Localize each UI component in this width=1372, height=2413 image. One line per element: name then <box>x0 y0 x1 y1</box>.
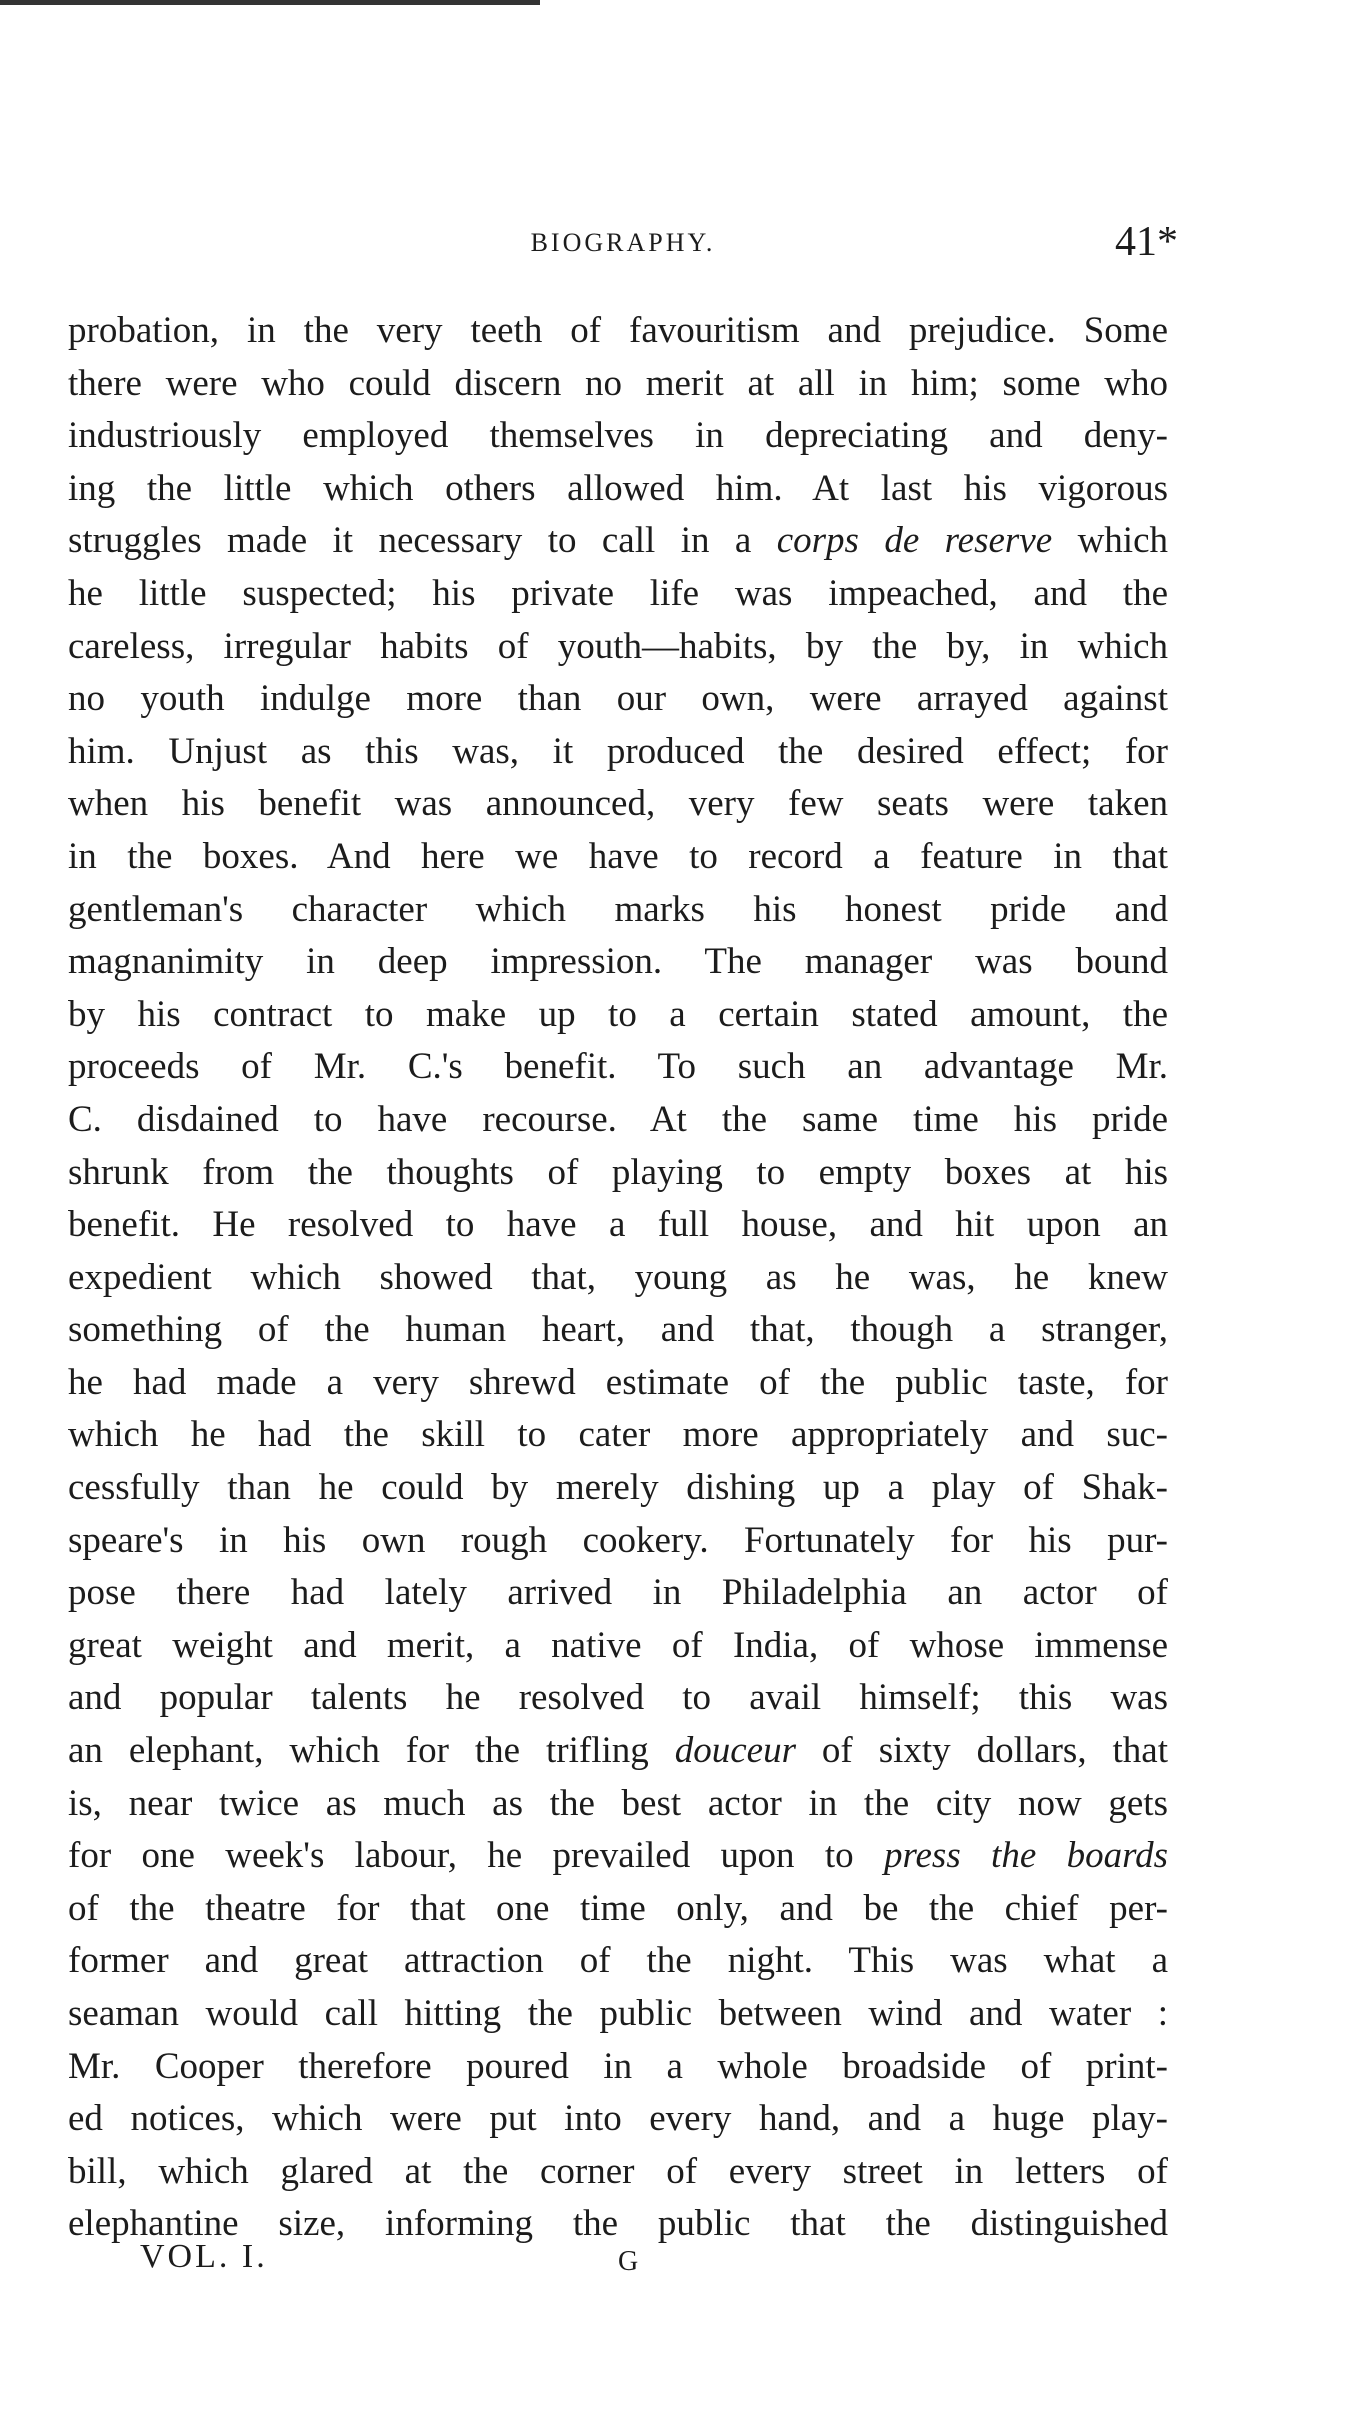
text-line <box>68 1672 1168 1725</box>
text-run: there were who could discern no merit at all in him; some who <box>68 362 1168 404</box>
text-run: former and great attraction of the night. This was what a <box>68 1940 1168 1982</box>
text-run: struggles made it necessary to call in a <box>68 520 777 562</box>
text-run: bill, which glared at the corner of every street in letters of <box>68 2150 1168 2192</box>
text-line <box>68 989 1168 1042</box>
text-run: pose there had lately arrived in Philadelphia an actor of <box>68 1572 1168 1614</box>
text-line <box>68 884 1168 937</box>
text-line <box>68 463 1168 516</box>
text-run: which <box>1052 520 1168 562</box>
text-run: he had made a very shrewd estimate of the public taste, for <box>68 1361 1168 1403</box>
text-line <box>68 1304 1168 1357</box>
text-line <box>68 1725 1168 1778</box>
text-line <box>68 1515 1168 1568</box>
text-line <box>68 1988 1168 2041</box>
text-line <box>68 1252 1168 1305</box>
text-run: him. Unjust as this was, it produced the desired effect; for <box>68 730 1168 772</box>
text-line <box>68 2041 1168 2094</box>
text-run: cessfully than he could by merely dishing up a play of Shak- <box>68 1467 1168 1509</box>
text-line <box>68 2146 1168 2199</box>
text-run: no youth indulge more than our own, were arrayed against <box>68 678 1168 720</box>
text-line <box>68 305 1168 358</box>
signature-mark: G <box>618 2246 639 2277</box>
text-run: ing the little which others allowed him. At last his vigorous <box>68 467 1168 509</box>
text-run: in the boxes. And here we have to record a feature in that <box>68 835 1168 877</box>
text-line <box>68 831 1168 884</box>
text-line <box>68 1147 1168 1200</box>
text-run: something of the human heart, and that, though a stranger, <box>68 1309 1168 1351</box>
text-line <box>68 1567 1168 1620</box>
text-line <box>68 726 1168 779</box>
page-header <box>68 218 1178 288</box>
text-run: he little suspected; his private life was impeached, and the <box>68 572 1168 614</box>
text-run: probation, in the very teeth of favouritism and prejudice. Some <box>68 310 1168 351</box>
text-line <box>68 515 1168 568</box>
text-line <box>68 936 1168 989</box>
text-run: industriously employed themselves in depreciating and deny- <box>68 415 1168 457</box>
text-run: C. disdained to have recourse. At the same time his pride <box>68 1098 1168 1140</box>
text-run: expedient which showed that, young as he was, he knew <box>68 1256 1168 1298</box>
text-run: shrunk from the thoughts of playing to empty boxes at his <box>68 1151 1168 1193</box>
text-line <box>68 778 1168 831</box>
text-line <box>68 358 1168 411</box>
text-line <box>68 1357 1168 1410</box>
text-line <box>68 1409 1168 1462</box>
text-line <box>68 1094 1168 1147</box>
text-line <box>68 621 1168 674</box>
text-line <box>68 1883 1168 1936</box>
text-run: when his benefit was announced, very few seats were taken <box>68 783 1168 825</box>
page-number: 41* <box>1115 219 1178 265</box>
text-run: is, near twice as much as the best actor in the city now gets <box>68 1782 1168 1824</box>
text-line <box>68 2093 1168 2146</box>
text-line <box>68 1462 1168 1515</box>
text-line <box>68 1620 1168 1673</box>
text-line <box>68 1778 1168 1831</box>
text-run: speare's in his own rough cookery. Fortunately for his pur- <box>68 1519 1168 1561</box>
text-run: magnanimity in deep impression. The manager was bound <box>68 941 1168 983</box>
text-run: great weight and merit, a native of India, of whose immense <box>68 1624 1168 1666</box>
text-run: an elephant, which for the trifling <box>68 1730 675 1772</box>
text-run: Mr. Cooper therefore poured in a whole broadside of print- <box>68 2045 1168 2087</box>
text-run: seaman would call hitting the public between wind and water : <box>68 1993 1168 2034</box>
text-run: for one week's labour, he prevailed upon to <box>68 1835 884 1877</box>
page-footer <box>68 2238 1178 2298</box>
body-text <box>68 305 1168 2251</box>
text-line <box>68 1935 1168 1988</box>
text-run: of sixty dollars, that <box>795 1730 1168 1772</box>
text-run: elephantine size, informing the public that the distinguished <box>68 2203 1168 2245</box>
text-line <box>68 673 1168 726</box>
text-line <box>68 568 1168 621</box>
italic-phrase: douceur <box>674 1730 796 1772</box>
text-line <box>68 1041 1168 1094</box>
text-line <box>68 1830 1168 1883</box>
italic-phrase: corps de reserve <box>776 520 1053 562</box>
text-line <box>68 1199 1168 1252</box>
text-run: careless, irregular habits of youth—habits, by the by, in which <box>68 625 1168 667</box>
text-run: proceeds of Mr. C.'s benefit. To such an advantage Mr. <box>68 1046 1168 1088</box>
italic-phrase: press the boards <box>883 1835 1168 1877</box>
text-run: gentleman's character which marks his honest pride and <box>68 888 1168 930</box>
text-run: by his contract to make up to a certain stated amount, the <box>68 993 1168 1035</box>
text-run: ed notices, which were put into every hand, and a huge play- <box>68 2098 1168 2140</box>
text-run: which he had the skill to cater more appropriately and suc- <box>68 1414 1168 1456</box>
volume-label: VOL. I. <box>140 2238 268 2275</box>
text-run: of the theatre for that one time only, and be the chief per- <box>68 1887 1168 1929</box>
text-line <box>68 410 1168 463</box>
text-run: benefit. He resolved to have a full house, and hit upon an <box>68 1204 1168 1246</box>
top-edge-rule <box>0 0 540 5</box>
running-head: BIOGRAPHY. <box>530 228 716 257</box>
text-run: and popular talents he resolved to avail himself; this was <box>68 1677 1168 1719</box>
